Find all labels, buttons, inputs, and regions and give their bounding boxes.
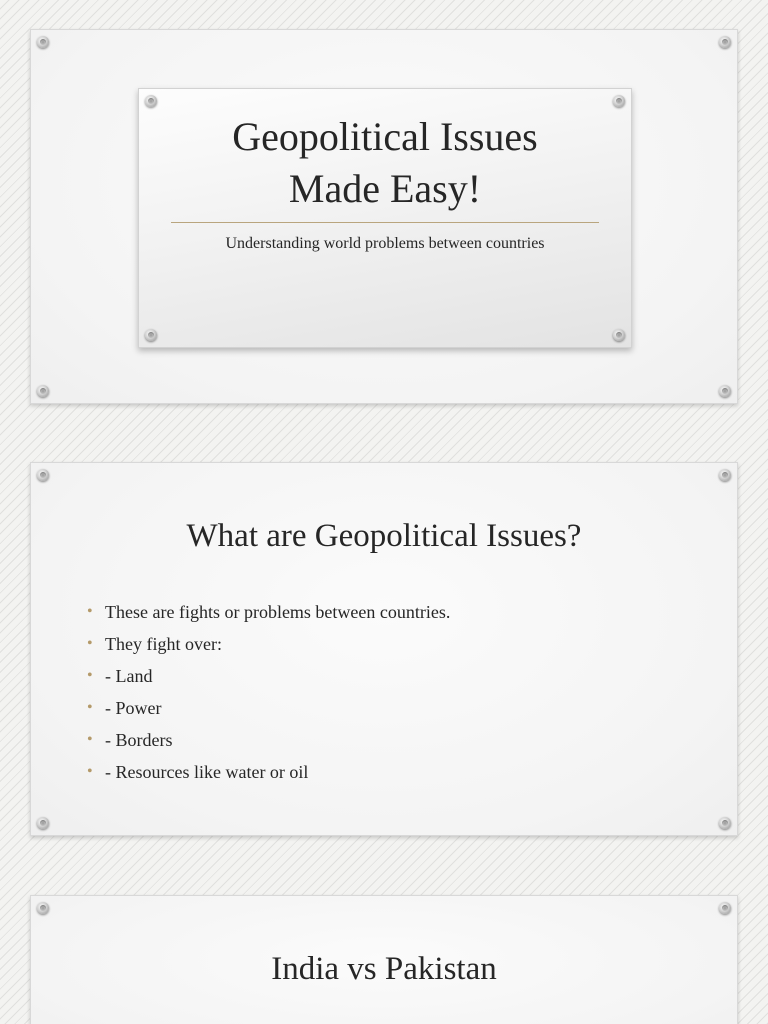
screw-icon	[37, 817, 49, 829]
list-item	[87, 660, 450, 692]
title-line-1: Geopolitical Issues	[232, 114, 538, 159]
bullet-dot-icon: •	[87, 667, 93, 684]
screw-icon	[145, 329, 157, 341]
presentation-subtitle: Understanding world problems between countries	[225, 235, 545, 252]
slide-india-vs-pakistan	[30, 895, 738, 1024]
list-item-text: - Borders	[105, 730, 173, 750]
screw-icon	[37, 36, 49, 48]
bullet-list	[87, 596, 450, 788]
screw-icon	[719, 469, 731, 481]
list-item	[87, 628, 450, 660]
slide-title	[30, 29, 738, 404]
list-item-text: They fight over:	[105, 634, 222, 654]
list-item	[87, 724, 450, 756]
slide-definition	[30, 462, 738, 836]
bullet-dot-icon: •	[87, 603, 93, 620]
bullet-dot-icon: •	[87, 731, 93, 748]
screw-icon	[719, 385, 731, 397]
screw-icon	[719, 817, 731, 829]
presentation-title	[139, 111, 631, 215]
bullet-dot-icon: •	[87, 763, 93, 780]
screw-icon	[613, 95, 625, 107]
screw-icon	[145, 95, 157, 107]
list-item-text: - Power	[105, 698, 162, 718]
list-item-text: - Resources like water or oil	[105, 762, 309, 782]
screw-icon	[719, 902, 731, 914]
list-item	[87, 756, 450, 788]
list-item-text: - Land	[105, 666, 153, 686]
list-item	[87, 692, 450, 724]
screw-icon	[719, 36, 731, 48]
screw-icon	[37, 902, 49, 914]
screw-icon	[613, 329, 625, 341]
slide-heading: What are Geopolitical Issues?	[186, 518, 582, 554]
list-item	[87, 596, 450, 628]
bullet-dot-icon: •	[87, 635, 93, 652]
bullet-dot-icon: •	[87, 699, 93, 716]
title-divider	[171, 222, 599, 223]
screw-icon	[37, 469, 49, 481]
title-card	[138, 88, 632, 348]
title-line-2: Made Easy!	[288, 166, 482, 211]
list-item-text: These are fights or problems between countries.	[105, 602, 451, 622]
slide-heading: India vs Pakistan	[271, 951, 497, 987]
screw-icon	[37, 385, 49, 397]
